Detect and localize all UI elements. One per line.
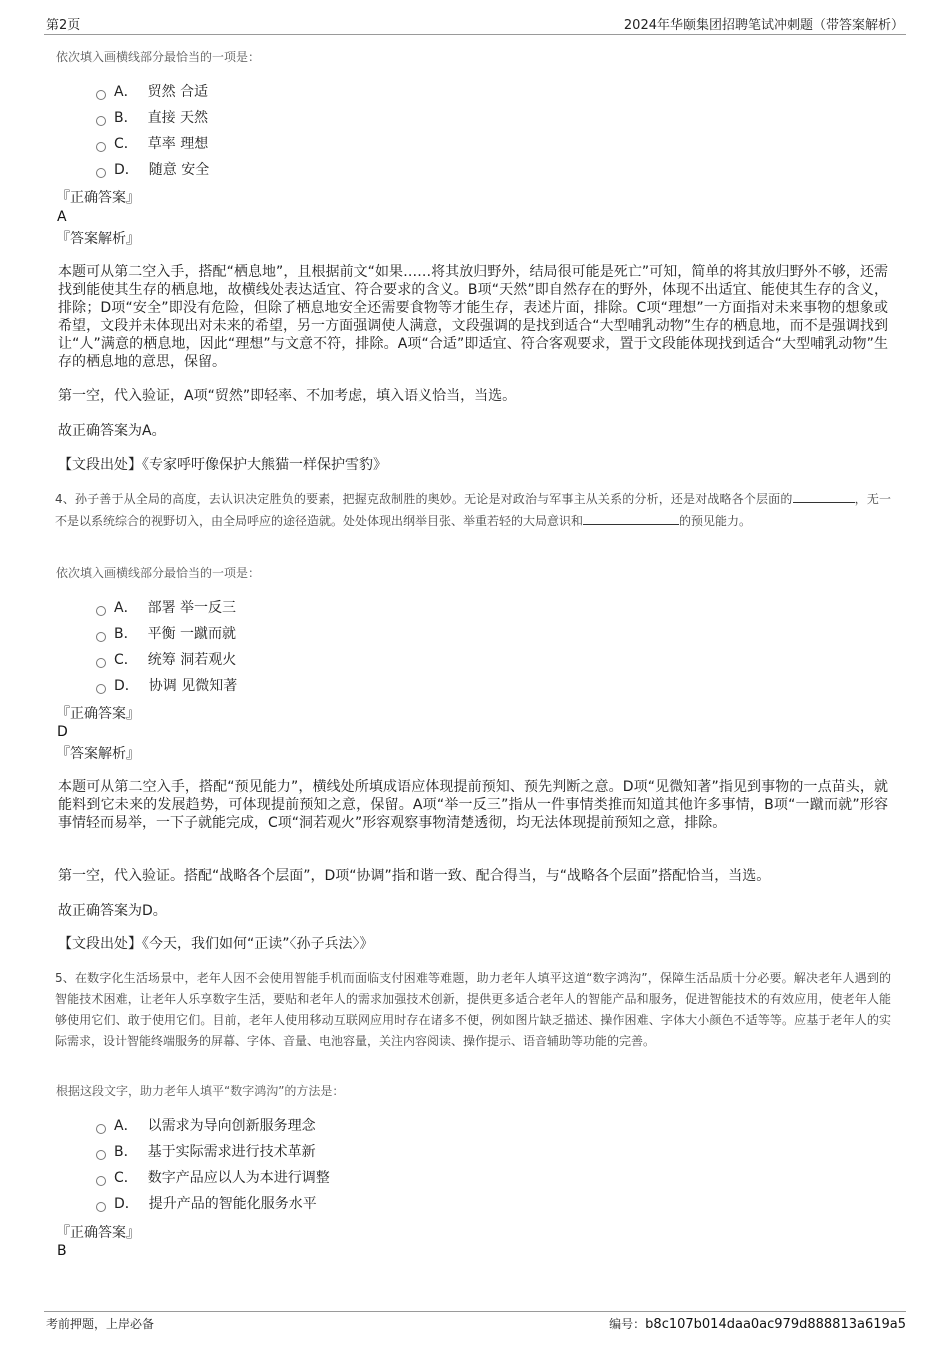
q3-option-b[interactable]: B． 直接 天然: [96, 105, 696, 131]
radio-icon[interactable]: [96, 142, 106, 152]
q3-option-c[interactable]: C． 草率 理想: [96, 131, 696, 157]
radio-icon[interactable]: [96, 90, 106, 100]
q3-analysis-conclusion: 故正确答案为A。: [58, 423, 166, 439]
document-code: 编号：b8c107b014daa0ac979d888813a619a5: [609, 1317, 906, 1332]
q4-source: 【文段出处】《今天，我们如何“正读”〈孙子兵法〉》: [58, 936, 374, 952]
radio-icon[interactable]: [96, 1124, 106, 1134]
q3-analysis-paragraph: 本题可从第二空入手，搭配“栖息地”，且根据前文“如果……将其放归野外，结局很可能是死亡”可知，简单的将其放归野外不够，还需找到能使其生存的栖息地，故横线处表达适宜、符合要求的含义。B项“天然”即自然存在的野外，体现不出适宜、能使其生存的含义，排除；D项“安全”即没有危险，但除了栖息地安全还需要食物等才能生存，表述片面，排除。C项“理想”一方面指对未来事物的想象或希望，文段并未体现出对未来的希望，另一方面强调使人满意，文段强调的是找到适合“大型哺乳动物”生存的栖息地，而不是强调找到让“人”满意的栖息地，因此“理想”与文意不符，排除。A项“合适”即适宜、符合客观要求，置于文段能体现找到适合“大型哺乳动物”生存的栖息地的意思，保留。: [58, 264, 888, 370]
q3-answer-label: 『正确答案』: [56, 190, 140, 206]
q5-answer: B: [57, 1243, 67, 1259]
q4-analysis-conclusion: 故正确答案为D。: [58, 903, 167, 919]
q4-analysis-verify: 第一空，代入验证。搭配“战略各个层面”，D项“协调”指和谐一致、配合得当，与“战略各个层面”搭配恰当，当选。: [58, 868, 771, 884]
document-title: 2024年华颐集团招聘笔试冲刺题（带答案解析）: [623, 18, 904, 33]
q5-option-a[interactable]: A． 以需求为导向创新服务理念: [96, 1113, 696, 1139]
page-header: [44, 14, 906, 35]
radio-icon[interactable]: [96, 168, 106, 178]
q5-option-d[interactable]: D． 提升产品的智能化服务水平: [96, 1191, 696, 1217]
q4-answer: D: [57, 724, 68, 740]
q4-option-d[interactable]: D． 协调 见微知著: [96, 673, 696, 699]
q5-option-c[interactable]: C． 数字产品应以人为本进行调整: [96, 1165, 696, 1191]
q3-prompt: 依次填入画横线部分最恰当的一项是：: [56, 50, 261, 64]
q4-answer-label: 『正确答案』: [56, 706, 140, 722]
radio-icon[interactable]: [96, 632, 106, 642]
answer-blank: [793, 488, 855, 503]
radio-icon[interactable]: [96, 1176, 106, 1186]
q4-option-c[interactable]: C． 统筹 洞若观火: [96, 647, 696, 673]
q3-source: 【文段出处】《专家呼吁像保护大熊猫一样保护雪豹》: [58, 457, 387, 473]
q3-answer: A: [57, 209, 67, 225]
q4-prompt: 依次填入画横线部分最恰当的一项是：: [56, 566, 261, 580]
radio-icon[interactable]: [96, 116, 106, 126]
q4-question: 4、孙子善于从全局的高度，去认识决定胜负的要素，把握克敌制胜的奥妙。无论是对政治与军事主从关系的分析，还是对战略各个层面的 ，无一不是以系统综合的视野切入，由全局呼应的途径造就。处处体现出纲举目张、举重若轻的大局意识和 的预见能力。: [55, 488, 891, 532]
radio-icon[interactable]: [96, 1202, 106, 1212]
q5-options: [96, 1113, 696, 1217]
q3-options: [96, 79, 696, 183]
q5-prompt: 根据这段文字，助力老年人填平“数字鸿沟”的方法是：: [56, 1084, 345, 1098]
q4-analysis-label: 『答案解析』: [56, 746, 140, 762]
q5-option-b[interactable]: B． 基于实际需求进行技术革新: [96, 1139, 696, 1165]
page-footer: [44, 1311, 906, 1335]
page-number: 第2页: [46, 18, 81, 33]
radio-icon[interactable]: [96, 1150, 106, 1160]
q5-answer-label: 『正确答案』: [56, 1225, 140, 1241]
q4-options: [96, 595, 696, 699]
radio-icon[interactable]: [96, 658, 106, 668]
q3-option-d[interactable]: D． 随意 安全: [96, 157, 696, 183]
q4-option-a[interactable]: A． 部署 举一反三: [96, 595, 696, 621]
answer-blank: [583, 510, 679, 525]
radio-icon[interactable]: [96, 606, 106, 616]
q3-analysis-label: 『答案解析』: [56, 231, 140, 247]
q4-analysis-paragraph: 本题可从第二空入手，搭配“预见能力”，横线处所填成语应体现提前预知、预先判断之意。D项“见微知著”指见到事物的一点苗头，就能料到它未来的发展趋势，可体现提前预知之意，保留。A项“举一反三”指从一件事情类推而知道其他许多事情，B项“一蹴而就”形容事情轻而易举，一下子就能完成，C项“洞若观火”形容观察事物清楚透彻，均无法体现提前预知之意，排除。: [58, 779, 888, 831]
footer-slogan: 考前押题，上岸必备: [46, 1317, 155, 1331]
q3-analysis-verify: 第一空，代入验证，A项“贸然”即轻率、不加考虑，填入语义恰当，当选。: [58, 388, 517, 404]
q3-option-a[interactable]: A． 贸然 合适: [96, 79, 696, 105]
radio-icon[interactable]: [96, 684, 106, 694]
q4-option-b[interactable]: B． 平衡 一蹴而就: [96, 621, 696, 647]
q5-question: 5、在数字化生活场景中，老年人因不会使用智能手机而面临支付困难等难题，助力老年人填平这道“数字鸿沟”，保障生活品质十分必要。解决老年人遇到的智能技术困难，让老年人乐享数字生活，要贴和老年人的需求加强技术创新，提供更多适合老年人的智能产品和服务，促进智能技术的有效应用，使老年人能够使用它们、敢于使用它们。目前，老年人使用移动互联网应用时存在诸多不便，例如图片缺乏描述、操作困难、字体大小颜色不适等等。应基于老年人的实际需求，设计智能终端服务的屏幕、字体、音量、电池容量，关注内容阅读、操作提示、语音辅助等功能的完善。: [55, 971, 891, 1048]
